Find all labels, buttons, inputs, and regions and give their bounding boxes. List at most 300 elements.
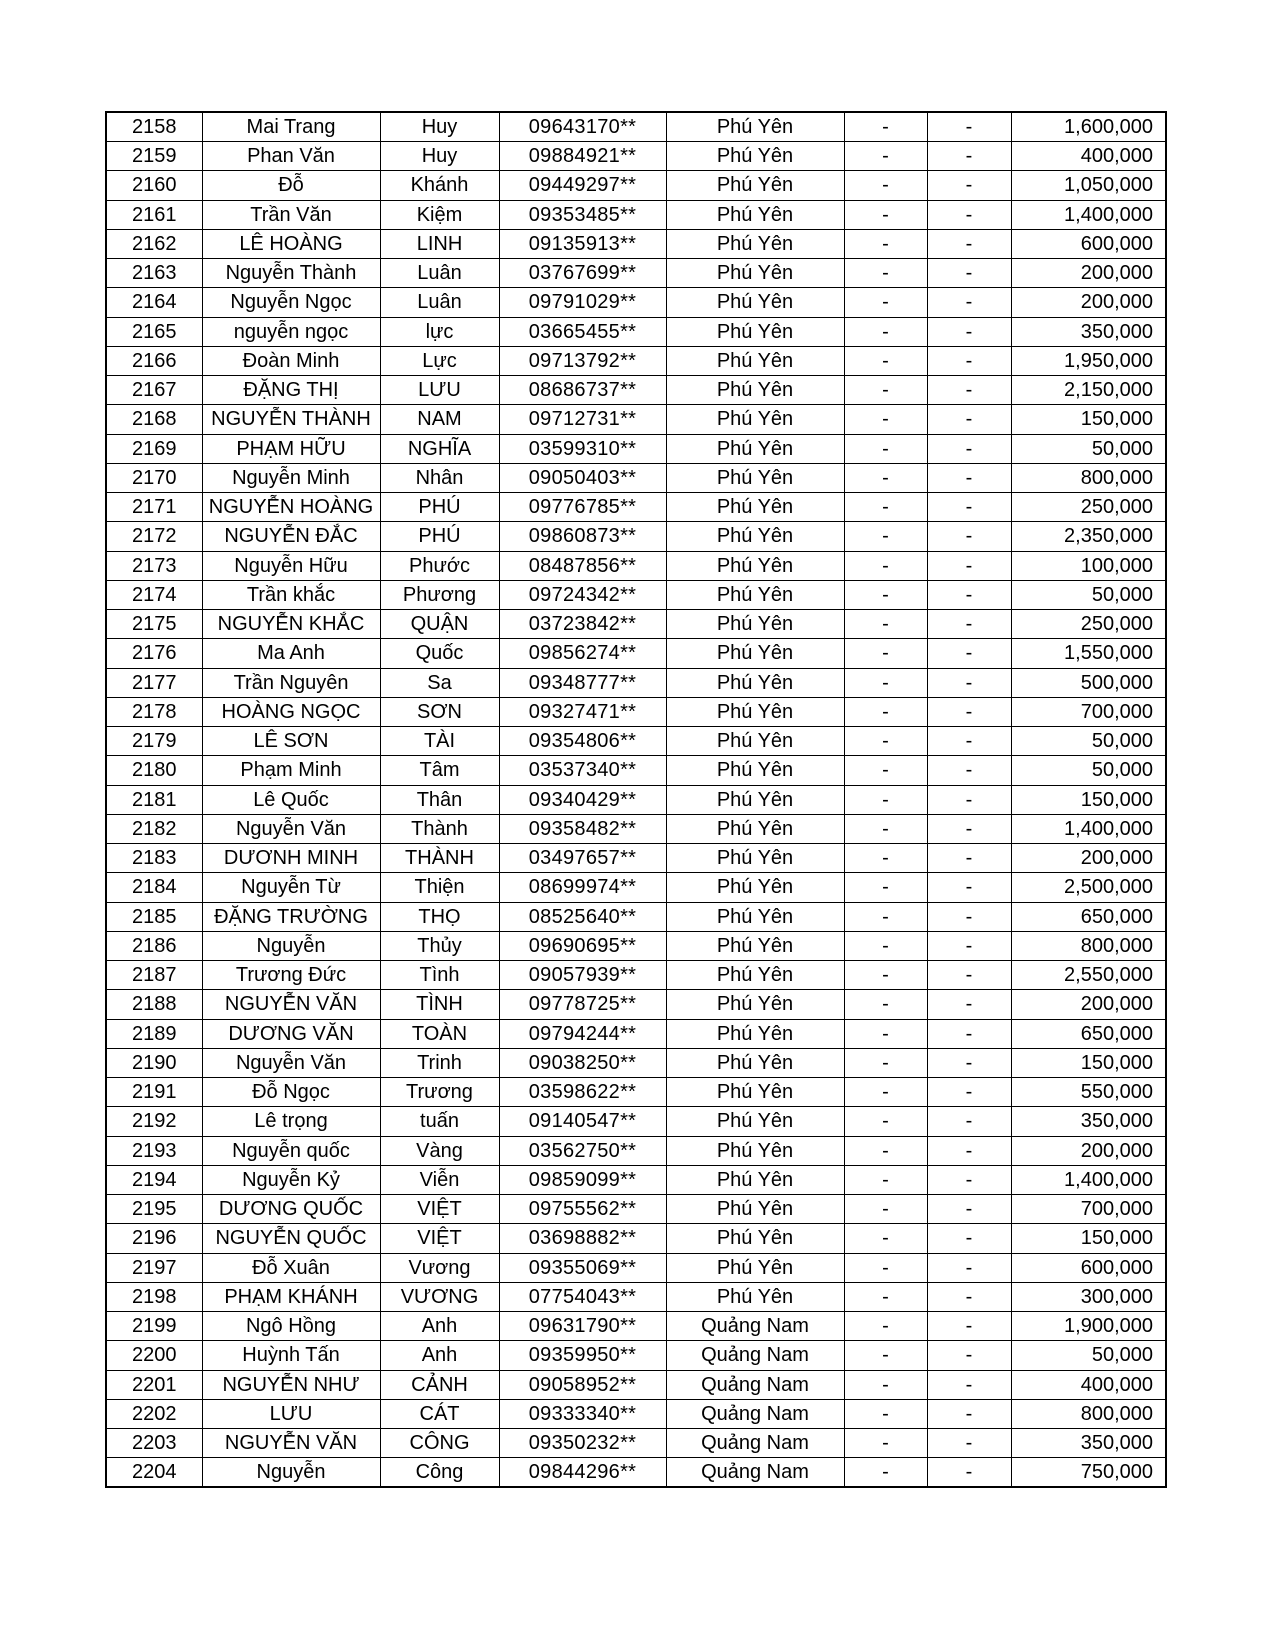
province-cell: Phú Yên <box>666 142 844 171</box>
amount-cell: 200,000 <box>1011 844 1166 873</box>
dash-cell: - <box>927 990 1011 1019</box>
province-cell: Quảng Nam <box>666 1458 844 1488</box>
row-number-cell: 2192 <box>106 1107 202 1136</box>
phone-cell: 09140547** <box>499 1107 666 1136</box>
phone-cell: 09713792** <box>499 346 666 375</box>
row-number-cell: 2158 <box>106 112 202 142</box>
dash-cell: - <box>844 931 927 960</box>
phone-cell: 03598622** <box>499 1078 666 1107</box>
family-name-cell: Trần Văn <box>202 200 380 229</box>
province-cell: Phú Yên <box>666 1165 844 1194</box>
table-row <box>106 112 1166 142</box>
table-row <box>106 727 1166 756</box>
dash-cell: - <box>844 1195 927 1224</box>
row-number-cell: 2160 <box>106 171 202 200</box>
family-name-cell: ĐẶNG TRƯỜNG <box>202 902 380 931</box>
given-name-cell: TOÀN <box>380 1019 499 1048</box>
dash-cell: - <box>844 229 927 258</box>
amount-cell: 1,400,000 <box>1011 1165 1166 1194</box>
given-name-cell: Sa <box>380 668 499 697</box>
given-name-cell: Trinh <box>380 1048 499 1077</box>
phone-cell: 09449297** <box>499 171 666 200</box>
dash-cell: - <box>844 902 927 931</box>
table-row <box>106 785 1166 814</box>
dash-cell: - <box>927 551 1011 580</box>
family-name-cell: NGUYỄN HOÀNG <box>202 493 380 522</box>
given-name-cell: Huy <box>380 112 499 142</box>
row-number-cell: 2189 <box>106 1019 202 1048</box>
amount-cell: 300,000 <box>1011 1282 1166 1311</box>
phone-cell: 03562750** <box>499 1136 666 1165</box>
province-cell: Phú Yên <box>666 873 844 902</box>
family-name-cell: Nguyễn quốc <box>202 1136 380 1165</box>
table-row <box>106 522 1166 551</box>
given-name-cell: NGHĨA <box>380 434 499 463</box>
table-row <box>106 1253 1166 1282</box>
family-name-cell: Lê Quốc <box>202 785 380 814</box>
row-number-cell: 2187 <box>106 961 202 990</box>
row-number-cell: 2180 <box>106 756 202 785</box>
dash-cell: - <box>927 1282 1011 1311</box>
dash-cell: - <box>927 1078 1011 1107</box>
family-name-cell: Trương Đức <box>202 961 380 990</box>
dash-cell: - <box>927 1253 1011 1282</box>
phone-cell: 03497657** <box>499 844 666 873</box>
province-cell: Phú Yên <box>666 814 844 843</box>
given-name-cell: Thành <box>380 814 499 843</box>
phone-cell: 09859099** <box>499 1165 666 1194</box>
row-number-cell: 2202 <box>106 1399 202 1428</box>
dash-cell: - <box>844 727 927 756</box>
given-name-cell: SƠN <box>380 697 499 726</box>
province-cell: Phú Yên <box>666 961 844 990</box>
phone-cell: 09359950** <box>499 1341 666 1370</box>
given-name-cell: Công <box>380 1458 499 1488</box>
family-name-cell: NGUYỄN NHƯ <box>202 1370 380 1399</box>
family-name-cell: Nguyễn <box>202 1458 380 1488</box>
phone-cell: 09348777** <box>499 668 666 697</box>
amount-cell: 1,600,000 <box>1011 112 1166 142</box>
table-row <box>106 288 1166 317</box>
province-cell: Phú Yên <box>666 229 844 258</box>
row-number-cell: 2196 <box>106 1224 202 1253</box>
dash-cell: - <box>844 639 927 668</box>
row-number-cell: 2169 <box>106 434 202 463</box>
province-cell: Phú Yên <box>666 931 844 960</box>
dash-cell: - <box>927 756 1011 785</box>
dash-cell: - <box>844 317 927 346</box>
table-body <box>106 112 1166 1487</box>
phone-cell: 09354806** <box>499 727 666 756</box>
given-name-cell: Viễn <box>380 1165 499 1194</box>
province-cell: Phú Yên <box>666 844 844 873</box>
amount-cell: 150,000 <box>1011 785 1166 814</box>
phone-cell: 08487856** <box>499 551 666 580</box>
row-number-cell: 2203 <box>106 1429 202 1458</box>
amount-cell: 700,000 <box>1011 697 1166 726</box>
dash-cell: - <box>844 376 927 405</box>
dash-cell: - <box>927 112 1011 142</box>
amount-cell: 150,000 <box>1011 1048 1166 1077</box>
amount-cell: 600,000 <box>1011 229 1166 258</box>
dash-cell: - <box>927 1429 1011 1458</box>
dash-cell: - <box>927 1312 1011 1341</box>
province-cell: Phú Yên <box>666 990 844 1019</box>
table-row <box>106 873 1166 902</box>
dash-cell: - <box>927 580 1011 609</box>
row-number-cell: 2197 <box>106 1253 202 1282</box>
dash-cell: - <box>927 727 1011 756</box>
dash-cell: - <box>927 259 1011 288</box>
province-cell: Phú Yên <box>666 902 844 931</box>
dash-cell: - <box>927 346 1011 375</box>
given-name-cell: tuấn <box>380 1107 499 1136</box>
province-cell: Quảng Nam <box>666 1399 844 1428</box>
row-number-cell: 2162 <box>106 229 202 258</box>
dash-cell: - <box>927 610 1011 639</box>
amount-cell: 1,950,000 <box>1011 346 1166 375</box>
family-name-cell: Huỳnh Tấn <box>202 1341 380 1370</box>
phone-cell: 09643170** <box>499 112 666 142</box>
dash-cell: - <box>844 756 927 785</box>
table-row <box>106 463 1166 492</box>
phone-cell: 09794244** <box>499 1019 666 1048</box>
dash-cell: - <box>927 814 1011 843</box>
phone-cell: 09350232** <box>499 1429 666 1458</box>
amount-cell: 100,000 <box>1011 551 1166 580</box>
amount-cell: 350,000 <box>1011 1107 1166 1136</box>
table-row <box>106 1165 1166 1194</box>
dash-cell: - <box>844 434 927 463</box>
dash-cell: - <box>927 697 1011 726</box>
given-name-cell: NAM <box>380 405 499 434</box>
given-name-cell: Luân <box>380 259 499 288</box>
dash-cell: - <box>844 961 927 990</box>
family-name-cell: Nguyễn <box>202 931 380 960</box>
table-row <box>106 1458 1166 1488</box>
table-row <box>106 229 1166 258</box>
province-cell: Phú Yên <box>666 1078 844 1107</box>
phone-cell: 09327471** <box>499 697 666 726</box>
given-name-cell: Tình <box>380 961 499 990</box>
phone-cell: 09353485** <box>499 200 666 229</box>
dash-cell: - <box>927 522 1011 551</box>
table-row <box>106 200 1166 229</box>
dash-cell: - <box>927 1107 1011 1136</box>
dash-cell: - <box>927 1370 1011 1399</box>
phone-cell: 09776785** <box>499 493 666 522</box>
given-name-cell: Nhân <box>380 463 499 492</box>
family-name-cell: Nguyễn Văn <box>202 814 380 843</box>
given-name-cell: Thiện <box>380 873 499 902</box>
table-row <box>106 756 1166 785</box>
dash-cell: - <box>927 1195 1011 1224</box>
given-name-cell: Luân <box>380 288 499 317</box>
dash-cell: - <box>844 1458 927 1488</box>
province-cell: Phú Yên <box>666 756 844 785</box>
family-name-cell: Mai Trang <box>202 112 380 142</box>
given-name-cell: Phước <box>380 551 499 580</box>
dash-cell: - <box>844 580 927 609</box>
amount-cell: 150,000 <box>1011 405 1166 434</box>
dash-cell: - <box>844 990 927 1019</box>
phone-cell: 08525640** <box>499 902 666 931</box>
table-row <box>106 1429 1166 1458</box>
dash-cell: - <box>927 1399 1011 1428</box>
dash-cell: - <box>927 873 1011 902</box>
province-cell: Quảng Nam <box>666 1370 844 1399</box>
dash-cell: - <box>927 405 1011 434</box>
family-name-cell: NGUYỄN KHẮC <box>202 610 380 639</box>
amount-cell: 800,000 <box>1011 1399 1166 1428</box>
given-name-cell: Lực <box>380 346 499 375</box>
given-name-cell: Phương <box>380 580 499 609</box>
table-row <box>106 1195 1166 1224</box>
province-cell: Phú Yên <box>666 434 844 463</box>
phone-cell: 03723842** <box>499 610 666 639</box>
row-number-cell: 2172 <box>106 522 202 551</box>
amount-cell: 150,000 <box>1011 1224 1166 1253</box>
given-name-cell: THỌ <box>380 902 499 931</box>
dash-cell: - <box>844 814 927 843</box>
amount-cell: 2,500,000 <box>1011 873 1166 902</box>
table-row <box>106 142 1166 171</box>
family-name-cell: Đỗ Ngọc <box>202 1078 380 1107</box>
family-name-cell: Nguyễn Minh <box>202 463 380 492</box>
table-row <box>106 931 1166 960</box>
row-number-cell: 2166 <box>106 346 202 375</box>
amount-cell: 50,000 <box>1011 434 1166 463</box>
dash-cell: - <box>927 902 1011 931</box>
amount-cell: 800,000 <box>1011 931 1166 960</box>
row-number-cell: 2175 <box>106 610 202 639</box>
province-cell: Phú Yên <box>666 346 844 375</box>
table-row <box>106 902 1166 931</box>
province-cell: Quảng Nam <box>666 1312 844 1341</box>
dash-cell: - <box>844 610 927 639</box>
row-number-cell: 2191 <box>106 1078 202 1107</box>
amount-cell: 1,900,000 <box>1011 1312 1166 1341</box>
province-cell: Phú Yên <box>666 376 844 405</box>
amount-cell: 750,000 <box>1011 1458 1166 1488</box>
dash-cell: - <box>844 405 927 434</box>
row-number-cell: 2178 <box>106 697 202 726</box>
table-row <box>106 580 1166 609</box>
phone-cell: 03537340** <box>499 756 666 785</box>
table-row <box>106 493 1166 522</box>
given-name-cell: Thủy <box>380 931 499 960</box>
province-cell: Phú Yên <box>666 317 844 346</box>
table-row <box>106 668 1166 697</box>
given-name-cell: Anh <box>380 1341 499 1370</box>
phone-cell: 09791029** <box>499 288 666 317</box>
row-number-cell: 2164 <box>106 288 202 317</box>
dash-cell: - <box>927 200 1011 229</box>
dash-cell: - <box>844 1370 927 1399</box>
amount-cell: 600,000 <box>1011 1253 1166 1282</box>
dash-cell: - <box>844 522 927 551</box>
table-row <box>106 376 1166 405</box>
family-name-cell: NGUYỄN ĐẮC <box>202 522 380 551</box>
dash-cell: - <box>844 1282 927 1311</box>
phone-cell: 03599310** <box>499 434 666 463</box>
phone-cell: 09340429** <box>499 785 666 814</box>
row-number-cell: 2173 <box>106 551 202 580</box>
dash-cell: - <box>927 1165 1011 1194</box>
dash-cell: - <box>927 1224 1011 1253</box>
amount-cell: 200,000 <box>1011 288 1166 317</box>
province-cell: Phú Yên <box>666 200 844 229</box>
dash-cell: - <box>844 873 927 902</box>
family-name-cell: Trần khắc <box>202 580 380 609</box>
table-row <box>106 346 1166 375</box>
dash-cell: - <box>844 1107 927 1136</box>
province-cell: Quảng Nam <box>666 1341 844 1370</box>
row-number-cell: 2170 <box>106 463 202 492</box>
dash-cell: - <box>844 493 927 522</box>
phone-cell: 09755562** <box>499 1195 666 1224</box>
given-name-cell: LINH <box>380 229 499 258</box>
given-name-cell: Trương <box>380 1078 499 1107</box>
family-name-cell: PHẠM KHÁNH <box>202 1282 380 1311</box>
dash-cell: - <box>927 493 1011 522</box>
province-cell: Phú Yên <box>666 1136 844 1165</box>
phone-cell: 09355069** <box>499 1253 666 1282</box>
phone-cell: 03665455** <box>499 317 666 346</box>
amount-cell: 650,000 <box>1011 1019 1166 1048</box>
row-number-cell: 2184 <box>106 873 202 902</box>
province-cell: Phú Yên <box>666 639 844 668</box>
phone-cell: 09358482** <box>499 814 666 843</box>
amount-cell: 50,000 <box>1011 756 1166 785</box>
family-name-cell: Nguyễn Văn <box>202 1048 380 1077</box>
family-name-cell: Ma Anh <box>202 639 380 668</box>
row-number-cell: 2179 <box>106 727 202 756</box>
province-cell: Phú Yên <box>666 463 844 492</box>
row-number-cell: 2194 <box>106 1165 202 1194</box>
province-cell: Phú Yên <box>666 580 844 609</box>
phone-cell: 03767699** <box>499 259 666 288</box>
amount-cell: 200,000 <box>1011 990 1166 1019</box>
table-row <box>106 1136 1166 1165</box>
dash-cell: - <box>844 1224 927 1253</box>
amount-cell: 500,000 <box>1011 668 1166 697</box>
row-number-cell: 2188 <box>106 990 202 1019</box>
family-name-cell: ĐẶNG THỊ <box>202 376 380 405</box>
row-number-cell: 2161 <box>106 200 202 229</box>
table-row <box>106 551 1166 580</box>
amount-cell: 50,000 <box>1011 580 1166 609</box>
amount-cell: 800,000 <box>1011 463 1166 492</box>
province-cell: Phú Yên <box>666 697 844 726</box>
row-number-cell: 2168 <box>106 405 202 434</box>
amount-cell: 1,050,000 <box>1011 171 1166 200</box>
given-name-cell: VIỆT <box>380 1195 499 1224</box>
amount-cell: 2,550,000 <box>1011 961 1166 990</box>
family-name-cell: LÊ HOÀNG <box>202 229 380 258</box>
amount-cell: 50,000 <box>1011 1341 1166 1370</box>
dash-cell: - <box>844 463 927 492</box>
row-number-cell: 2167 <box>106 376 202 405</box>
dash-cell: - <box>844 171 927 200</box>
province-cell: Phú Yên <box>666 1253 844 1282</box>
family-name-cell: DƯƠNH MINH <box>202 844 380 873</box>
dash-cell: - <box>844 142 927 171</box>
table-row <box>106 1399 1166 1428</box>
dash-cell: - <box>927 1136 1011 1165</box>
dash-cell: - <box>844 1078 927 1107</box>
amount-cell: 550,000 <box>1011 1078 1166 1107</box>
dash-cell: - <box>844 551 927 580</box>
given-name-cell: Vàng <box>380 1136 499 1165</box>
given-name-cell: TÌNH <box>380 990 499 1019</box>
province-cell: Phú Yên <box>666 727 844 756</box>
row-number-cell: 2195 <box>106 1195 202 1224</box>
dash-cell: - <box>927 961 1011 990</box>
amount-cell: 2,350,000 <box>1011 522 1166 551</box>
dash-cell: - <box>844 697 927 726</box>
given-name-cell: Huy <box>380 142 499 171</box>
given-name-cell: Quốc <box>380 639 499 668</box>
given-name-cell: Tâm <box>380 756 499 785</box>
family-name-cell: DƯƠNG VĂN <box>202 1019 380 1048</box>
row-number-cell: 2193 <box>106 1136 202 1165</box>
province-cell: Phú Yên <box>666 785 844 814</box>
table-row <box>106 1019 1166 1048</box>
family-name-cell: Nguyễn Hữu <box>202 551 380 580</box>
province-cell: Phú Yên <box>666 1107 844 1136</box>
given-name-cell: Anh <box>380 1312 499 1341</box>
dash-cell: - <box>927 931 1011 960</box>
table-row <box>106 990 1166 1019</box>
table-row <box>106 697 1166 726</box>
dash-cell: - <box>844 112 927 142</box>
dash-cell: - <box>927 376 1011 405</box>
family-name-cell: Ngô Hồng <box>202 1312 380 1341</box>
dash-cell: - <box>927 639 1011 668</box>
province-cell: Quảng Nam <box>666 1429 844 1458</box>
table-row <box>106 434 1166 463</box>
dash-cell: - <box>927 668 1011 697</box>
family-name-cell: LƯU <box>202 1399 380 1428</box>
row-number-cell: 2198 <box>106 1282 202 1311</box>
row-number-cell: 2174 <box>106 580 202 609</box>
phone-cell: 09135913** <box>499 229 666 258</box>
table-row <box>106 1282 1166 1311</box>
family-name-cell: PHẠM HỮU <box>202 434 380 463</box>
table-row <box>106 639 1166 668</box>
dash-cell: - <box>844 1019 927 1048</box>
dash-cell: - <box>844 668 927 697</box>
given-name-cell: THÀNH <box>380 844 499 873</box>
phone-cell: 09860873** <box>499 522 666 551</box>
row-number-cell: 2204 <box>106 1458 202 1488</box>
family-name-cell: Phạm Minh <box>202 756 380 785</box>
given-name-cell: PHÚ <box>380 493 499 522</box>
province-cell: Phú Yên <box>666 493 844 522</box>
family-name-cell: Đỗ Xuân <box>202 1253 380 1282</box>
amount-cell: 700,000 <box>1011 1195 1166 1224</box>
family-name-cell: Nguyễn Ngọc <box>202 288 380 317</box>
family-name-cell: NGUYỄN THÀNH <box>202 405 380 434</box>
table-row <box>106 844 1166 873</box>
province-cell: Phú Yên <box>666 1019 844 1048</box>
table-row <box>106 961 1166 990</box>
table-row <box>106 610 1166 639</box>
table-row <box>106 405 1166 434</box>
province-cell: Phú Yên <box>666 259 844 288</box>
province-cell: Phú Yên <box>666 405 844 434</box>
